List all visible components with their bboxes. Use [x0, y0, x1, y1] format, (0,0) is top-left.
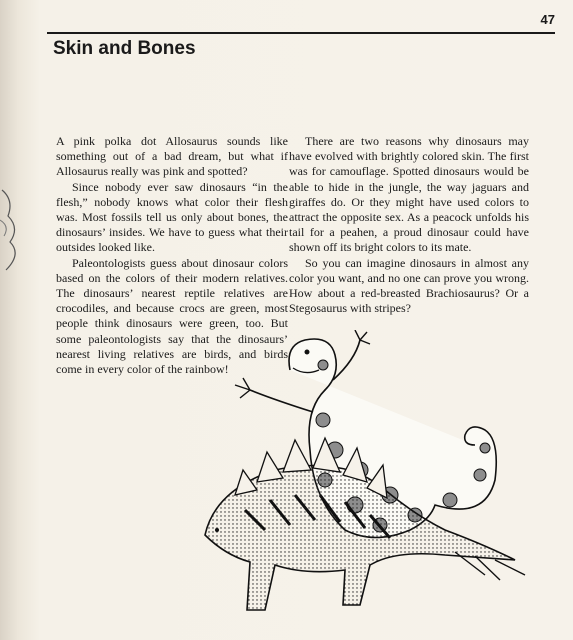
- paragraph: Paleontologists guess about dinosaur colors based on the colors of their modern relatives. The dinosaurs’ nearest reptile relatives are crocodiles, and because crocs are green, most people think dinosaurs were green, too. But some paleontologists say that the dinosaurs’ nearest living relatives are birds, and birds come in every color of the rainbow!: [56, 255, 288, 377]
- page-number: 47: [540, 12, 555, 27]
- adjacent-page-sketch: [0, 180, 30, 300]
- paragraph: Since nobody ever saw dinosaurs “in the flesh,” nobody knows what color their flesh was. Most fossils tell us only about bones, the dinosaurs’ insides. We have to guess what their outsides looked like.: [56, 179, 288, 255]
- paragraph: So you can imagine dinosaurs in almost any color you want, and no one can prove you wrong. How about a red-breasted Brachiosaurus? Or a Stegosaurus with stripes?: [289, 255, 529, 316]
- paragraph: A pink polka dot Allosaurus sounds like something out of a bad dream, but what if Allosaurus really was pink and spotted?: [56, 134, 288, 179]
- paragraph: There are two reasons why dinosaurs may have evolved with brightly colored skin. The first was for camouflage. Spotted dinosaurs would be able to hide in the jungle, the way jaguars and giraffes do. Or they might have used colors to attract the opposite sex. As a peacock unfolds his tail for a peahen, a proud dinosaur could have shown off its bright colors to its mate.: [289, 134, 529, 255]
- right-column: [289, 134, 529, 316]
- header-rule: [47, 32, 555, 34]
- page-title: Skin and Bones: [53, 38, 196, 59]
- dinosaur-illustration: [195, 330, 555, 635]
